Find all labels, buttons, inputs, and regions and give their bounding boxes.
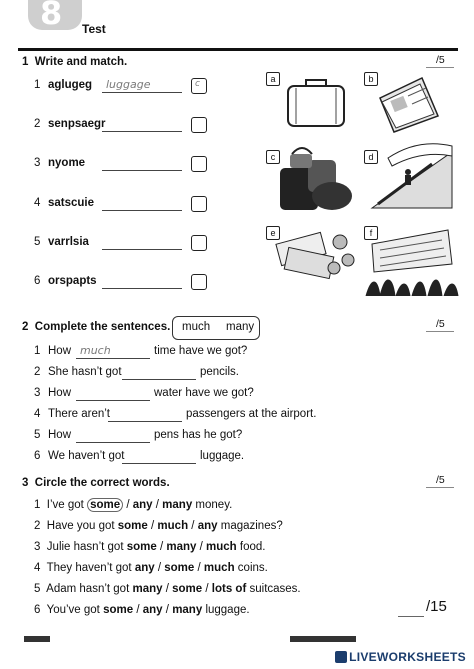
s2-answer-field[interactable] [76,429,150,443]
picture-c [280,148,352,210]
s3-item-number: 1 [34,499,41,511]
s1-answer-field[interactable] [102,275,182,289]
s3-separator: / [126,499,130,511]
total-score: /15 [426,598,447,615]
s1-scrambled-word: varrlsia [48,236,89,248]
s3-option-3[interactable]: many [172,604,203,616]
s1-item-number: 4 [34,197,41,209]
s1-answer-field[interactable] [102,197,182,211]
s1-scrambled-word: satscuie [48,197,95,209]
picture-label: a [266,72,280,86]
s1-scrambled-word: aglugeg [48,79,93,91]
s1-item-number: 1 [34,79,41,91]
s3-option-1[interactable]: some [126,541,157,553]
s2-text-after: water have we got? [154,387,254,399]
s3-item-number: 4 [34,562,41,574]
picture-label: c [266,150,280,164]
s3-text-after: suitcases. [249,583,301,595]
s2-text-after: pens has he got? [154,429,243,441]
s3-text-before: Julie hasn’t got [46,541,124,553]
s1-scrambled-word: nyome [48,157,86,169]
s3-option-1[interactable]: many [132,583,163,595]
s2-text-before: We haven’t got [48,450,125,462]
s3-option-1[interactable]: some [87,498,123,512]
s3-text-before: You’ve got [46,604,100,616]
s3-separator: / [165,583,169,595]
picture-e [276,232,354,278]
s2-answer-field[interactable] [122,366,196,380]
s2-item-number: 1 [34,345,41,357]
pictures-panel [262,68,462,296]
s1-match-letter: c [195,79,200,89]
s3-text-before: Have you got [46,520,115,532]
s2-item-number: 4 [34,408,41,420]
s2-answer-text: much [80,344,111,357]
footer-bar-right [290,636,356,642]
total-blank[interactable] [398,604,424,617]
brand-logo [335,650,466,664]
s3-separator: / [155,499,159,511]
s2-text-before: She hasn’t got [48,366,122,378]
s2-answer-field[interactable] [108,408,182,422]
picture-d [372,144,452,208]
s3-option-2[interactable]: some [172,583,203,595]
section-3-title [22,477,170,489]
s1-match-box[interactable] [191,235,207,251]
s1-scrambled-word: orspapts [48,275,97,287]
s2-answer-field[interactable] [122,450,196,464]
s2-text-after: luggage. [200,450,245,462]
s3-option-2[interactable]: some [164,562,195,574]
picture-label: d [364,150,378,164]
s3-text-after: food. [239,541,266,553]
s3-option-3[interactable]: much [203,562,235,574]
section-2-title-text: Complete the sentences. [34,321,171,333]
picture-f [366,230,458,296]
s3-option-1[interactable]: some [117,520,148,532]
s2-text-before: How [48,345,72,357]
s1-item-number: 3 [34,157,41,169]
section-3-title-text: Circle the correct words. [34,477,170,489]
s3-option-2[interactable]: much [157,520,189,532]
s1-match-box[interactable] [191,156,207,172]
s3-option-2[interactable]: any [132,499,153,511]
header-rule [18,48,458,51]
picture-label: e [266,226,280,240]
s3-option-3[interactable]: any [197,520,218,532]
s3-separator: / [165,604,169,616]
section-2-title [22,321,170,333]
s2-text-before: How [48,387,72,399]
section-3-number: 3 [22,477,29,489]
s3-option-3[interactable]: many [162,499,193,511]
s3-item-number: 6 [34,604,41,616]
s3-sentence [34,583,301,595]
s3-sentence [34,562,268,574]
s2-answer-field[interactable] [76,345,150,359]
s3-option-1[interactable]: any [134,562,155,574]
brand-text: LIVEWORKSHEETS [349,650,466,664]
s3-option-2[interactable]: many [166,541,197,553]
s3-separator: / [159,541,164,553]
picture-label: f [364,226,378,240]
s3-option-1[interactable]: some [103,604,134,616]
section-2-score: /5 [436,318,445,330]
s2-text-before: How [48,429,72,441]
word-box-word-2: many [226,321,255,333]
s3-separator: / [191,520,195,532]
section-3-score: /5 [436,474,445,486]
picture-b [380,78,438,132]
s3-separator: / [197,562,201,574]
s1-item-number: 2 [34,118,41,130]
s1-answer-text: luggage [106,78,151,91]
s3-text-after: luggage. [205,604,250,616]
s1-answer-field[interactable] [102,157,182,171]
s3-item-number: 3 [34,541,41,553]
s3-text-after: coins. [237,562,268,574]
section-1-number: 1 [22,56,29,68]
s3-text-before: They haven’t got [46,562,132,574]
s3-separator: / [136,604,140,616]
s1-answer-field[interactable] [102,118,182,132]
s1-match-box[interactable] [191,78,207,94]
section-1-title-text: Write and match. [34,56,128,68]
section-2-number: 2 [22,321,29,333]
s3-separator: / [151,520,155,532]
s3-option-2[interactable]: any [142,604,163,616]
picture-label: b [364,72,378,86]
s1-match-box[interactable] [191,117,207,133]
s1-answer-field[interactable] [102,79,182,93]
s1-scrambled-word: senpsaegr [48,118,106,130]
s1-match-box[interactable] [191,274,207,290]
s3-text-before: I’ve got [46,499,84,511]
s3-option-3[interactable]: lots of [211,583,247,595]
s1-item-number: 6 [34,275,41,287]
s3-sentence [34,541,265,553]
s3-text-before: Adam hasn’t got [46,583,130,595]
section-1-title [22,56,127,68]
liveworksheets-icon [335,651,347,663]
s3-option-3[interactable]: much [206,541,237,553]
s2-text-after: time have we got? [154,345,248,357]
s3-text-after: magazines? [220,520,283,532]
footer-bar-left [24,636,50,642]
s2-text-before: There aren’t [48,408,111,420]
s3-item-number: 2 [34,520,41,532]
s3-sentence [34,499,232,511]
s3-separator: / [199,541,203,553]
page-title: Test [82,22,106,36]
s3-text-after: money. [195,499,233,511]
s2-item-number: 6 [34,450,41,462]
unit-number: 8 [40,0,63,32]
s2-item-number: 2 [34,366,41,378]
s3-sentence [34,604,250,616]
s3-separator: / [205,583,209,595]
section-1-score: /5 [436,54,445,66]
s2-text-after: pencils. [200,366,239,378]
s2-item-number: 5 [34,429,41,441]
s1-item-number: 5 [34,236,41,248]
s1-match-box[interactable] [191,196,207,212]
s2-text-after: passengers at the airport. [186,408,317,420]
s3-sentence [34,520,283,532]
s2-item-number: 3 [34,387,41,399]
s3-item-number: 5 [34,583,41,595]
s1-answer-field[interactable] [102,236,182,250]
word-box-word-1: much [182,321,211,333]
s3-separator: / [157,562,162,574]
picture-a [288,80,344,126]
s2-answer-field[interactable] [76,387,150,401]
